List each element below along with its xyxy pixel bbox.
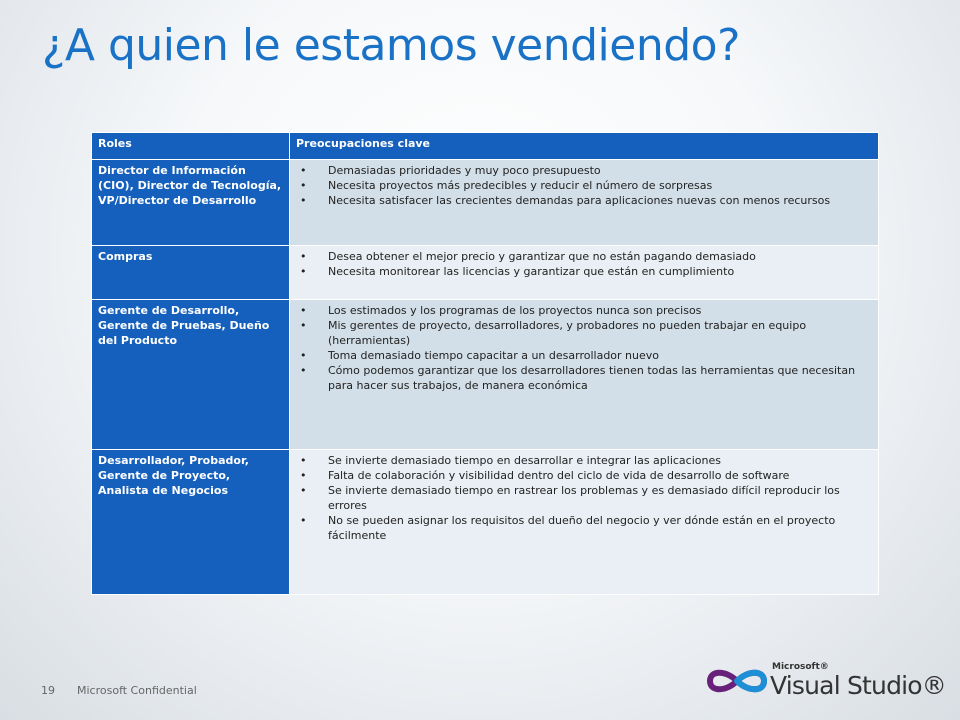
list-item [296, 468, 872, 483]
list-item [296, 513, 872, 543]
concerns-cell [290, 160, 879, 246]
list-item [296, 193, 872, 208]
list-item [296, 318, 872, 348]
visual-studio-logo [706, 662, 947, 702]
concern-text: Se invierte demasiado tiempo en rastrear los problemas y es demasiado difícil reproducir los errores [328, 484, 840, 512]
table-header-row [92, 133, 879, 160]
concerns-list [296, 163, 872, 208]
concern-text: Toma demasiado tiempo capacitar a un desarrollador nuevo [328, 349, 659, 362]
header-roles: Roles [92, 133, 290, 160]
concern-text: Necesita monitorear las licencias y garantizar que están en cumplimiento [328, 265, 735, 278]
list-item [296, 163, 872, 178]
bullet-icon: • [300, 364, 307, 377]
list-item [296, 348, 872, 363]
slide-title: ¿A quien le estamos vendiendo? [42, 20, 740, 71]
table-row [92, 160, 879, 246]
concern-text: Se invierte demasiado tiempo en desarrollar e integrar las aplicaciones [328, 454, 721, 467]
roles-table [91, 132, 879, 595]
list-item [296, 363, 872, 393]
header-key-concerns: Preocupaciones clave [290, 133, 879, 160]
role-cell: Gerente de Desarrollo, Gerente de Pruebas, Dueño del Producto [92, 300, 290, 450]
list-item [296, 249, 872, 264]
bullet-icon: • [300, 179, 307, 192]
table-row [92, 300, 879, 450]
bullet-icon: • [300, 319, 307, 332]
bullet-icon: • [300, 250, 307, 263]
concern-text: Necesita proyectos más predecibles y reducir el número de sorpresas [328, 179, 713, 192]
bullet-icon: • [300, 469, 307, 482]
role-cell: Director de Información (CIO), Director de Tecnología, VP/Director de Desarrollo [92, 160, 290, 246]
bullet-icon: • [300, 164, 307, 177]
list-item [296, 264, 872, 279]
role-cell: Compras [92, 246, 290, 300]
concerns-cell [290, 300, 879, 450]
visual-studio-product-label: Visual Studio® [770, 671, 947, 700]
table-row [92, 246, 879, 300]
bullet-icon: • [300, 194, 307, 207]
bullet-icon: • [300, 484, 307, 497]
concern-text: No se pueden asignar los requisitos del dueño del negocio y ver dónde están en el proyecto fácilmente [328, 514, 836, 542]
list-item [296, 453, 872, 468]
bullet-icon: • [300, 265, 307, 278]
concerns-list [296, 303, 872, 393]
concerns-list [296, 453, 872, 543]
list-item [296, 303, 872, 318]
visual-studio-infinity-icon [706, 662, 768, 700]
page-number: 19 [41, 684, 55, 697]
list-item [296, 483, 872, 513]
concern-text: Desea obtener el mejor precio y garantizar que no están pagando demasiado [328, 250, 756, 263]
concerns-cell [290, 450, 879, 595]
confidential-label: Microsoft Confidential [77, 684, 197, 697]
bullet-icon: • [300, 349, 307, 362]
concern-text: Mis gerentes de proyecto, desarrolladores, y probadores no pueden trabajar en equipo (herramientas) [328, 319, 807, 347]
concern-text: Demasiadas prioridades y muy poco presupuesto [328, 164, 601, 177]
concerns-cell [290, 246, 879, 300]
bullet-icon: • [300, 514, 307, 527]
bullet-icon: • [300, 304, 307, 317]
microsoft-brand-label: Microsoft® [772, 662, 829, 672]
bullet-icon: • [300, 454, 307, 467]
table-row [92, 450, 879, 595]
concern-text: Falta de colaboración y visibilidad dentro del ciclo de vida de desarrollo de software [328, 469, 790, 482]
concern-text: Los estimados y los programas de los proyectos nunca son precisos [328, 304, 702, 317]
concern-text: Cómo podemos garantizar que los desarrolladores tienen todas las herramientas que necesitan para hacer sus trabajos, de manera económica [328, 364, 856, 392]
list-item [296, 178, 872, 193]
role-cell: Desarrollador, Probador, Gerente de Proyecto, Analista de Negocios [92, 450, 290, 595]
concerns-list [296, 249, 872, 279]
concern-text: Necesita satisfacer las crecientes demandas para aplicaciones nuevas con menos recursos [328, 194, 831, 207]
